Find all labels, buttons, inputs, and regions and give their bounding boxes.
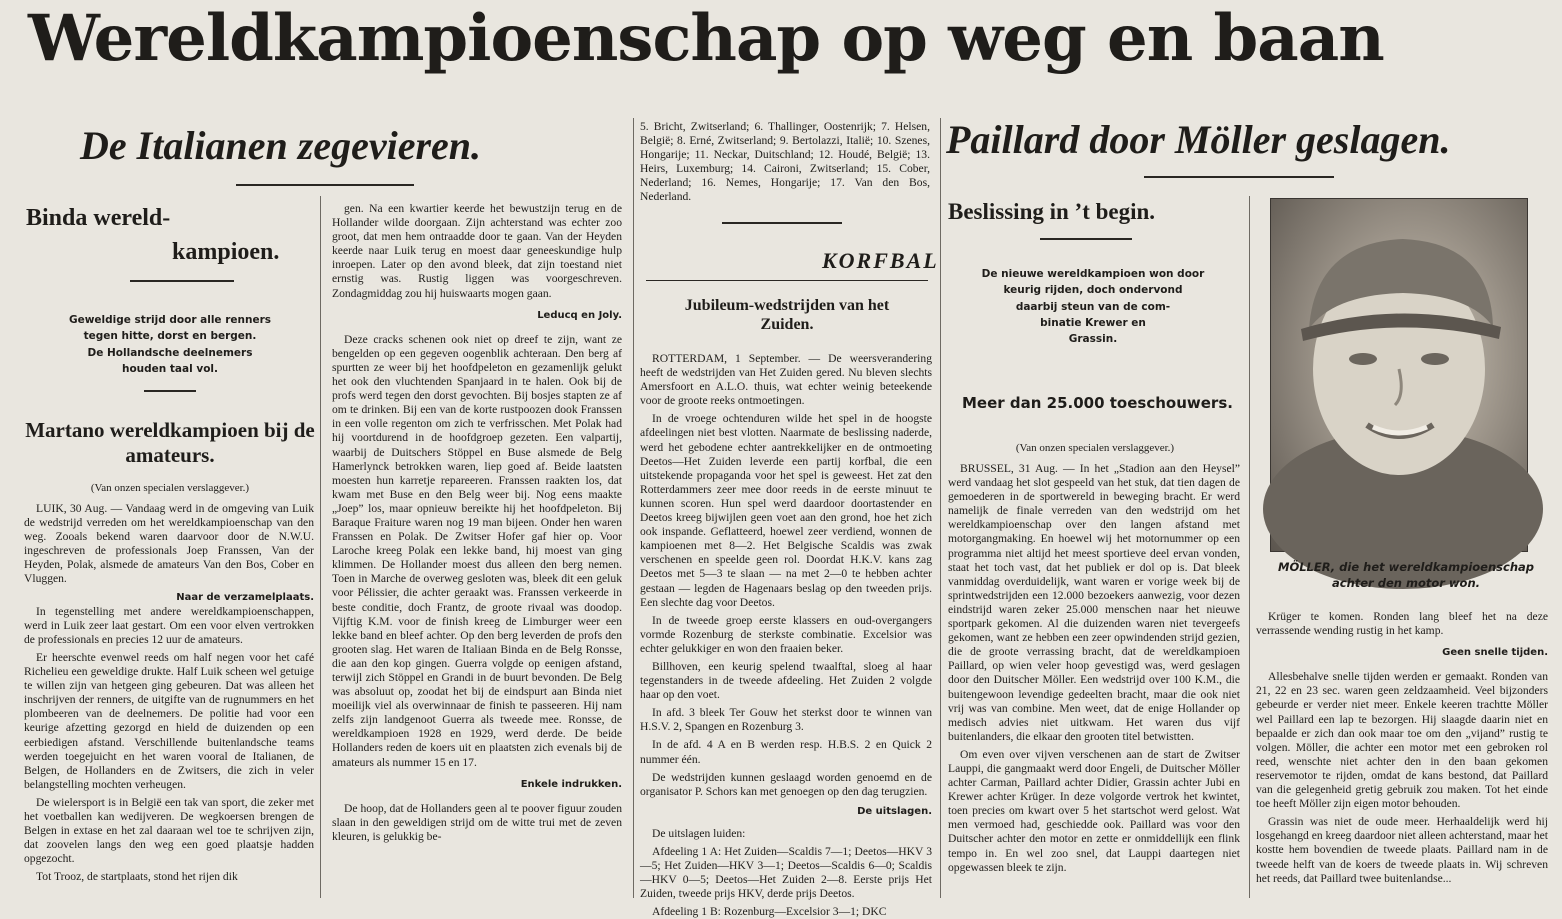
column-separator (940, 118, 941, 898)
divider (1040, 238, 1132, 240)
page-headline: Wereldkampioenschap op weg en baan (28, 1, 1384, 76)
right-subheadline: Paillard door Möller geslagen. (946, 117, 1451, 162)
korfbal-body: ROTTERDAM, 1 September. — De weersverandering heeft de wedstrijden van Het Zuiden gered. Nu bleven slechts Amersfoort en A.L.O. thuis, wat echter weinig beteekende voor de groote reeks ontmoetingen. In de vroege ochtenduren wilde het spel in de hoogste afdeelingen niet best vlotten. Naarmate de beslissing naderde, werd het gebodene echter aantrekkelijker en de ontmoeting Deetos—Het Zuiden leverde een partij korfbal, die een uitstekende propaganda voor het spel is geweest. Het zat den Rotterdammers zeer mee door reeds in de eerste minuut te kunnen scoren. Hun spel werd daardoor doortastender en Deetos kreeg bijwijlen geen voet aan den grond, hoe het zich ook inspande. Geflatteerd, hoewel zeer verdiend, wonnen de kampioenen met 8—2. Het Belgische Scaldis was zwak verschenen en speelde geen rol. Doordat H.K.V. kans zag Deetos met 5—3 te slaan — na met 2—0 te hebben achter gestaan — legden de Hagenaars beslag op den tweeden prijs. Een slechte dag voor Deetos. In de tweede groep eerste klassers en oud-overgangers vormde Rozenburg de sterkste combinatie. Excelsior was echter gelukkiger en won den fraaien beker. Billhoven, een keurig spelend twaalftal, sloeg al haar tegenstanders in de tweede afdeeling. Het Zuiden 2 volgde haar op den voet. In afd. 3 bleek Ter Gouw het sterkst door te winnen van H.S.V. 2, Spangen en Rozenburg 3. In de afd. 4 A en B werden resp. H.B.S. 2 en Quick 2 nummer één. De wedstrijden kunnen geslaagd worden genoemd en de organisator P. Schors kan met genoegen op den dag terugzien. De uitslagen. De uitslagen luiden: Afdeeling 1 A: Het Zuiden—Scaldis 7—1; Deetos—HKV 3—5; Het Zuiden—HKV 3—1; Deetos—Scaldis 6—0; Scaldis—HKV 0—5; Deetos—Het Zuiden 2—8. Eerste prijs Het Zuiden, tweede prijs HKV, derde prijs Deetos. Afdeeling 1 B: Rozenburg—Excelsior 3—1; DKC (640, 352, 932, 919)
column-separator (1249, 196, 1250, 898)
article-body-continued: gen. Na een kwartier keerde het bewustzijn terug en de Hollander wilde doorgaan. Zijn achterstand was echter zoo groot, dat men hem ontraadde door te gaan. Van der Heyden keerde naar Luik terug en moest daar geneeskundige hulp inroepen. Later op den avond bleek, dat zijn toestand niet ernstig was. Rustig liggen was voorgeschreven. Zondagmiddag zou hij huiswaarts mogen gaan. Leducq en Joly. Deze cracks schenen ook niet op dreef te zijn, want ze bengelden op een gegeven oogenblik achteraan. Den berg af spurtten ze weer bij het hoofdpeleton en gezamenlijk gelukt het ook den vluchtenden Spanjaard in te halen. Ook bij de profs werd tegen den dorst gevochten. Bij bosjes stapten ze af om te drinken. Bij een van de korte rustpoozen dook Franssen in een volle regenton om zich te verfrisschen. Met Polak had hij voortdurend in de hoofdgroep gezeten. Een valpartij, waarbij de Duitschers Stöppel en Buse alsmede de Belg Hamerlynck betrokken waren, liep goed af. Beide laatsten moesten hun karretje repareeren. Franssen raakten los, dat kwam met Buse en den Belg weer bij. Nog eens maakte „Joep” los, maar opnieuw bereikte hij het hoofdpeleton. Bij Baraque Fraiture waren nog 19 man bijeen. Onder hen waren Franssen en Polak. De Zwitser Hofer gaf hier op. Voor Laroche kreeg Polak een lekke band, hij moest van ging klimmen. De Hollander moest dus alleen den berg nemen. Toen in Marche de overweg gesloten was, bleek dit een geluk voor Pélissier, die achter geraakt was. Franssen verkeerde in beste conditie, doch Frantz, de groote rivaal was doodop. Vijftig K.M. voor de finish kreeg de Limburger weer een lekke band en bleef achter. Op den berg leverden de profs den grooten slag. Het waren de Italiaan Binda en de Belg Ronsse, die aan den kop gingen. Guerra volgde op eenigen afstand, terwijl zich Stöppel en Grandi in de buurt bevonden. De Belg was absoluut op, zoodat het bij de eindspurt aan Binda niet moeilijk viel als overwinnaar de finish te passeeren. Hij nam zelfs zijn landgenoot Guerra als tweede mee. Ronsse, de wereldkampioen 1928 en 1929, werd derde. De beide Hollanders reden de koers uit en plaatsten zich evenals bij de amateurs als nummer 15 en 17. Enkele indrukken. De hoop, dat de Hollanders geen al te poover figuur zouden slaan in den geweldigen strijd om de witte trui met de zeven kleuren, is gelukkig be- (332, 202, 622, 843)
article-lead: De nieuwe wereldkampioen won door keurig rijden, doch ondervond daarbij steun van de com- binatie Krewer en Grassin. (981, 268, 1205, 346)
results-list: 5. Bricht, Zwitserland; 6. Thallinger, Oostenrijk; 7. Helsen, België; 8. Erné, Zwitserland; 9. Bertolazzi, Italië; 10. Szenes, Hongarije; 11. Neckar, Duitschland; 12. Houdé, België; 13. Heirs, Luxemburg; 14. Caironi, Zwitserland; 15. Cober, Nederland; 16. Nemes, Hongarije; 17. Van den Bos, Nederland. (640, 120, 930, 204)
divider (236, 184, 414, 186)
article-title-line2: kampioen. (172, 239, 280, 265)
article-lead: Geweldige strijd door alle renners tegen hitte, dorst en bergen. De Hollandsche deelnemers houden taal vol. (68, 314, 272, 375)
byline: (Van onzen specialen verslaggever.) (1015, 442, 1175, 454)
portrait-illustration (1271, 199, 1529, 553)
divider (646, 280, 928, 281)
article-body: BRUSSEL, 31 Aug. — In het „Stadion aan den Heysel” werd vandaag het slot gespeeld van het stuk, dat tien dagen de gemoederen in de sportwereld in beweging bracht. Er werd namelijk de finale verreden van den wedstrijd om het wereldkampioenschap over den langen afstand met motorgangmaking. En hoewel wij het motornummer op een programma niet altijd het meest sportieve deel ervan vonden, staat het toch vast, dat het publiek er dol op is. Dat bleek vanmiddag overduidelijk, want waren er vorige week bij de sprintwedstrijden een 12.000 bezoekers aanwezig, voor dezen eindstrijd waren zeker 25.000 menschen naar het nieuwe sportpark gekomen. Al die duizenden waren niet tevergeefs gekomen, want ze hebben een zeer opwindenden strijd gezien, die de groote verrassing bracht, dat de wereldkampioen Paillard, op wien veler hoop gevestigd was, werd geslagen door den Duitscher Möller. Een wedstrijd over 100 K.M., die buitengewoon levendige gedeelten bracht, maar die ook niet vrij was van combine. Men weet, dat de enige Hollander op medisch advies niet uitkwam. Het waren dus vijf buitenlanders, die elkaar den grooten titel betwistten. Om even over vijven verschenen aan de start de Zwitser Lauppi, die gangmaakt werd door Engeli, de Duitscher Möller achter Carman, Paillard achter Didier, Grassin achter Jubi en Krewer achter Krüger. In deze volgorde vertrok het kwintet, toen precies om kwart over 5 het startschot werd gelost. Wat men vermoed had, geschiedde ook. Paillard was voor den Duitscher achter den motor en zette er onmiddellijk een flink tempo in. En wel zoo snel, dat Lauppi daartegen niet opgewassen bleek te zijn. (948, 462, 1240, 874)
divider (1144, 176, 1334, 178)
subheading: De uitslagen. (857, 805, 932, 817)
subheading: Leducq en Joly. (537, 309, 622, 321)
photo-caption: MÖLLER, die het wereldkampioenschap achter den motor won. (1278, 560, 1534, 590)
column-separator (320, 196, 321, 898)
article-title-baan: Beslissing in ’t begin. (948, 199, 1156, 224)
subheading: Naar de verzamelplaats. (176, 591, 314, 603)
left-subheadline: De Italianen zegevieren. (80, 123, 482, 168)
portrait-photo (1270, 198, 1528, 552)
article-title-amateurs: Martano wereldkampioen bij de amateurs. (25, 418, 315, 468)
subheading: Enkele indrukken. (520, 778, 622, 790)
column-separator (633, 118, 634, 898)
article-body: LUIK, 30 Aug. — Vandaag werd in de omgeving van Luik de wedstrijd verreden om het wereldkampioenschap van den weg. Zooals bekend waren daarvoor door de N.W.U. ingeschreven de professionals Joep Franssen, Van der Heyden, Polak, alsmede de amateurs Van den Bos, Cober en Vluggen. Naar de verzamelplaats. In tegenstelling met andere wereldkampioenschappen, werd in Luik zeer laat gestart. Om een voor elven vertrokken de professionals en precies 12 uur de amateurs. Er heerschte evenwel reeds om half negen voor het café Richelieu een geweldige drukte. Half Luik scheen wel getuige te willen zijn van hetgeen ging gebeuren. Dat was alleen het inschrijven der renners, de uitgifte van de rugnummers en het plombeeren van de deelnemers. De politie had voor een keurige afzetting gezorgd en hield de duizenden op een eerbiedigen afstand. Verschillende buitenlandsche teams werden toegejuicht en het waren vooral de Italianen, de Belgen, de Hollanders en de Zwitsers, die zich in veler belangstelling mochten verheugen. De wielersport is in België een tak van sport, die zeker met het voetballen kan wedijveren. De wegkoersen brengen de Belgen in extase en het zal daaraan wel toe te schrijven zijn, dat zoovelen langs den weg een goed plaatsje hadden opgezocht. Tot Trooz, de startplaats, stond het rijen dik (24, 502, 314, 884)
article-body-continued: Krüger te komen. Ronden lang bleef het na deze verrassende wending rustig in het kamp. Geen snelle tijden. Allesbehalve snelle tijden werden er gemaakt. Ronden van 21, 22 en 23 sec. waren geen zeldzaamheid. Veel bijzonders gebeurde er verder niet meer. Enkele keeren trachtte Möller wel Paillard een lap te bezorgen. Hij slaagde daarin niet en bepaalde er zich dan ook maar toe om den „vijand” rustig te volgen. Möller, die achter een motor met een gebroken rol reed, wenschte niet achter den in den baan gekomen reservemotor te rijden, omdat de kans bestond, dat Paillard van die gelegenheid gretig gebruik zou maken. Tot het einde toe heeft Möller zijn eigen motor behouden. Grassin was niet de oude meer. Herhaaldelijk werd hij losgehangd en kreeg daardoor niet alleen achterstand, maar het kostte hem bovendien de tweede plaats. Paillard nam in de tweede helft van de koers de tweede plaats in. Wij schreven het reeds, dat Paillard twee buitenlandse... (1256, 610, 1548, 885)
subheading: Geen snelle tijden. (1442, 647, 1548, 659)
byline: (Van onzen specialen verslaggever.) (90, 482, 250, 494)
article-title-line1: Binda wereld- (26, 205, 171, 231)
divider (144, 390, 196, 392)
divider (130, 280, 234, 282)
divider (722, 222, 842, 224)
article-subtitle: Meer dan 25.000 toeschouwers. (962, 394, 1233, 412)
article-title-korfbal: Jubileum-wedstrijden van het Zuiden. (684, 297, 890, 334)
section-label: KORFBAL (822, 248, 939, 273)
